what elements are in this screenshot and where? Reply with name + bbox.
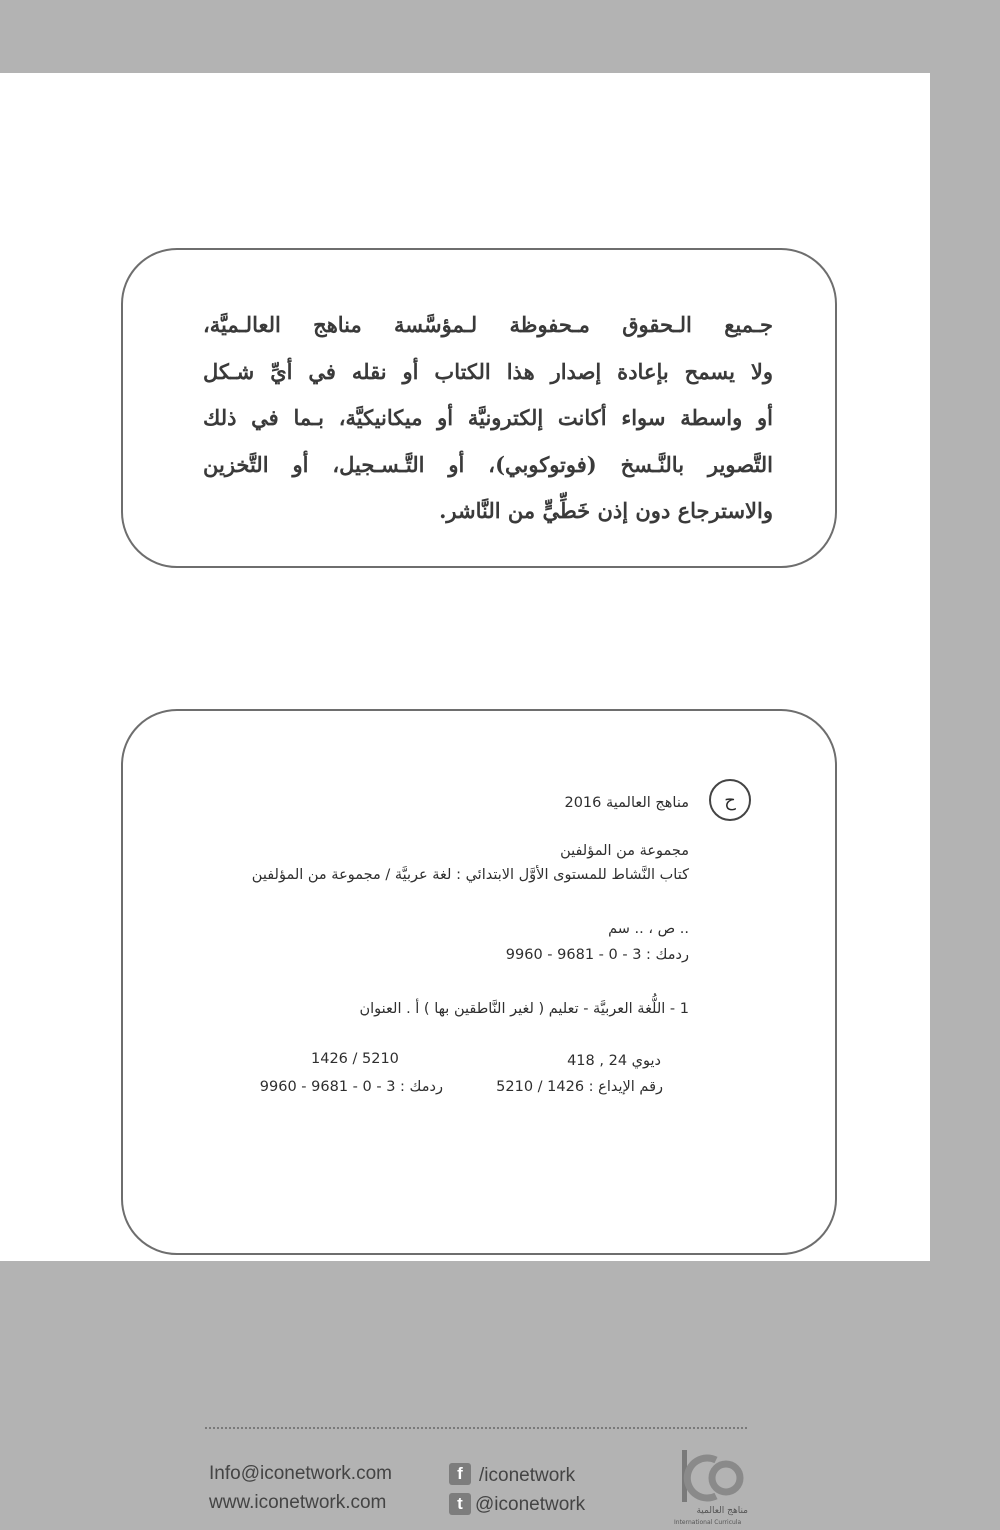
subject-line: 1 - اللُّغة العربيَّة - تعليم ( لغير النَّاطقين بها ) أ . العنوان — [359, 1001, 689, 1017]
dotted-divider — [205, 1427, 747, 1429]
twitter-handle[interactable]: @iconetwork — [475, 1494, 586, 1515]
pages-line: .. ص ، .. سم — [608, 921, 689, 937]
facebook-icon[interactable]: f — [449, 1463, 471, 1485]
ico-logo — [676, 1448, 748, 1530]
publisher-line: مناهج العالمية 2016 — [564, 795, 689, 811]
copyright-line: ولا يسمح بإعادة إصدار هذا الكتاب أو نقله في أيِّ شـكل — [203, 358, 773, 384]
logo-english-name: International Curricula — [674, 1519, 742, 1526]
facebook-handle[interactable]: /iconetwork — [479, 1465, 576, 1486]
copyright-line: والاسترجاع دون إذن خَطِّيٍّ من النَّاشر. — [439, 498, 773, 523]
isbn-line: ردمك : 3 - 0 - 9681 - 9960 — [505, 947, 689, 963]
copyright-circle-symbol: ح — [709, 779, 751, 821]
page — [0, 73, 930, 1526]
copyright-notice — [203, 302, 773, 535]
twitter-icon[interactable]: t — [449, 1493, 471, 1515]
copyright-line: جـميع الـحقوق مـحفوظة لـمؤسَّسة مناهج العالـميَّة، — [203, 312, 773, 337]
email-link[interactable]: Info@iconetwork.com — [209, 1463, 392, 1484]
book-title-line: كتاب النَّشاط للمستوى الأوَّل الابتدائي : لغة عربيَّة / مجموعة من المؤلفين — [251, 867, 689, 883]
ico-logo-mark-icon — [676, 1448, 748, 1508]
deposit-line: رقم الإيداع : 1426 / 5210 — [496, 1079, 663, 1095]
dewey-line: ديوي 24 , 418 — [567, 1053, 661, 1069]
authors-line: مجموعة من المؤلفين — [560, 843, 689, 859]
copyright-line: التَّصوير بالنَّـسخ (فوتوكوبي)، أو التَّـسـجيل، أو التَّخزين — [203, 451, 773, 477]
copyright-box — [121, 248, 837, 568]
copyright-line: أو واسطة سواء أكانت إلكترونيَّة أو ميكانيكيَّة، بـما في ذلك — [203, 405, 773, 430]
catalog-box — [121, 709, 837, 1526]
deposit-number: 1426 / 5210 — [311, 1051, 399, 1067]
isbn-line-2: ردمك : 3 - 0 - 9681 - 9960 — [259, 1079, 443, 1095]
logo-arabic-name: مناهج العالمية — [696, 1506, 748, 1516]
website-link[interactable]: www.iconetwork.com — [209, 1492, 387, 1513]
